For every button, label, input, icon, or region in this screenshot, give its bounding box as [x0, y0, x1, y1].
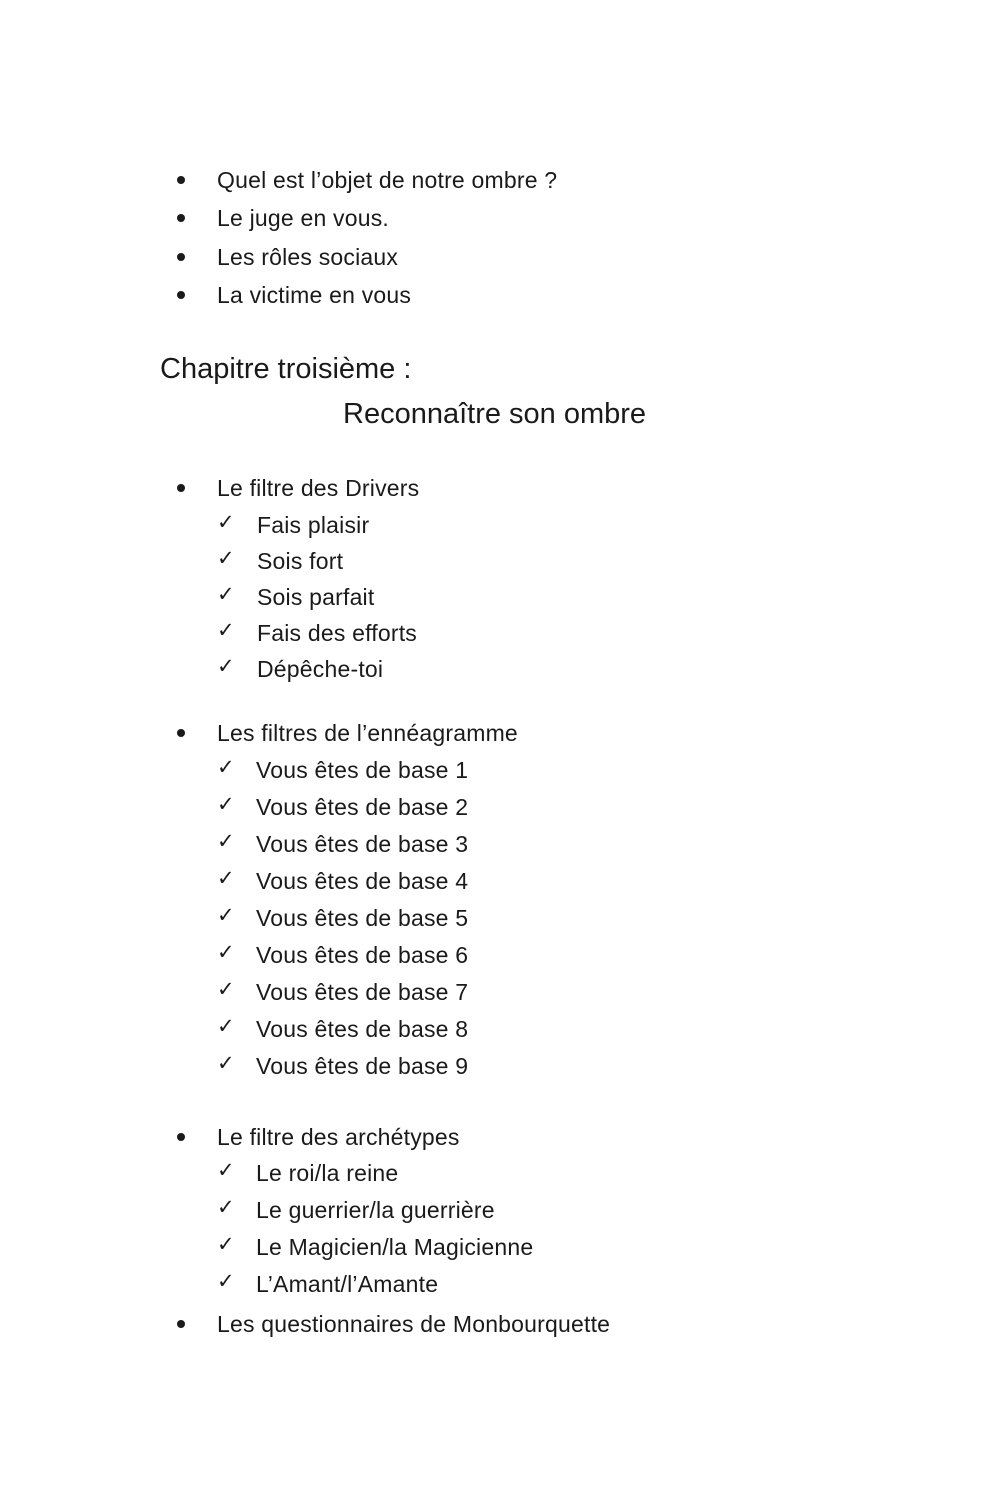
checklist-item: Vous êtes de base 1 — [256, 757, 469, 783]
list-item: La victime en vous — [217, 282, 412, 308]
checkmark-icon: ✓ — [217, 792, 235, 816]
checkmark-icon: ✓ — [217, 940, 235, 964]
checkmark-icon: ✓ — [217, 654, 235, 678]
checkmark-icon: ✓ — [217, 1195, 235, 1219]
section-label: Les questionnaires de Monbourquette — [217, 1311, 611, 1337]
checkmark-icon: ✓ — [217, 1051, 235, 1075]
checkmark-icon: ✓ — [217, 977, 235, 1001]
checkmark-icon: ✓ — [217, 1158, 235, 1182]
list-item: Quel est l’objet de notre ombre ? — [217, 167, 558, 193]
checkmark-icon: ✓ — [217, 1014, 235, 1038]
checkmark-icon: ✓ — [217, 546, 235, 570]
bullet-dot-icon — [177, 214, 185, 222]
checklist-item: Vous êtes de base 4 — [256, 868, 469, 894]
bullet-dot-icon — [177, 729, 185, 737]
checklist-item: Sois fort — [257, 548, 344, 574]
chapter-subtitle: Reconnaître son ombre — [343, 398, 647, 430]
bullet-dot-icon — [177, 1133, 185, 1141]
checkmark-icon: ✓ — [217, 582, 235, 606]
checkmark-icon: ✓ — [217, 866, 235, 890]
list-item: Le juge en vous. — [217, 205, 389, 231]
checkmark-icon: ✓ — [217, 1269, 235, 1293]
section-label: Les filtres de l’ennéagramme — [217, 720, 518, 746]
checkmark-icon: ✓ — [217, 903, 235, 927]
checkmark-icon: ✓ — [217, 829, 235, 853]
bullet-dot-icon — [177, 176, 185, 184]
checklist-item: Vous êtes de base 3 — [256, 831, 469, 857]
checkmark-icon: ✓ — [217, 755, 235, 779]
checklist-item: Fais des efforts — [257, 620, 418, 646]
checklist-item: Dépêche-toi — [257, 656, 384, 682]
checklist-item: Vous êtes de base 6 — [256, 942, 469, 968]
checklist-item: Vous êtes de base 9 — [256, 1053, 469, 1079]
section-label: Le filtre des Drivers — [217, 475, 420, 501]
bullet-dot-icon — [177, 291, 185, 299]
checklist-item: Vous êtes de base 8 — [256, 1016, 469, 1042]
list-item: Les rôles sociaux — [217, 244, 399, 270]
checklist-item: L’Amant/l’Amante — [256, 1271, 439, 1297]
section-label: Le filtre des archétypes — [217, 1124, 460, 1150]
bullet-dot-icon — [177, 1320, 185, 1328]
checklist-item: Vous êtes de base 5 — [256, 905, 469, 931]
checklist-item: Vous êtes de base 2 — [256, 794, 469, 820]
checkmark-icon: ✓ — [217, 1232, 235, 1256]
checklist-item: Le Magicien/la Magicienne — [256, 1234, 534, 1260]
checklist-item: Sois parfait — [257, 584, 375, 610]
checklist-item: Le roi/la reine — [256, 1160, 399, 1186]
chapter-title: Chapitre troisième : — [160, 353, 412, 385]
checklist-item: Fais plaisir — [257, 512, 370, 538]
bullet-dot-icon — [177, 253, 185, 261]
bullet-dot-icon — [177, 484, 185, 492]
checklist-item: Vous êtes de base 7 — [256, 979, 469, 1005]
checkmark-icon: ✓ — [217, 618, 235, 642]
checklist-item: Le guerrier/la guerrière — [256, 1197, 495, 1223]
checkmark-icon: ✓ — [217, 510, 235, 534]
